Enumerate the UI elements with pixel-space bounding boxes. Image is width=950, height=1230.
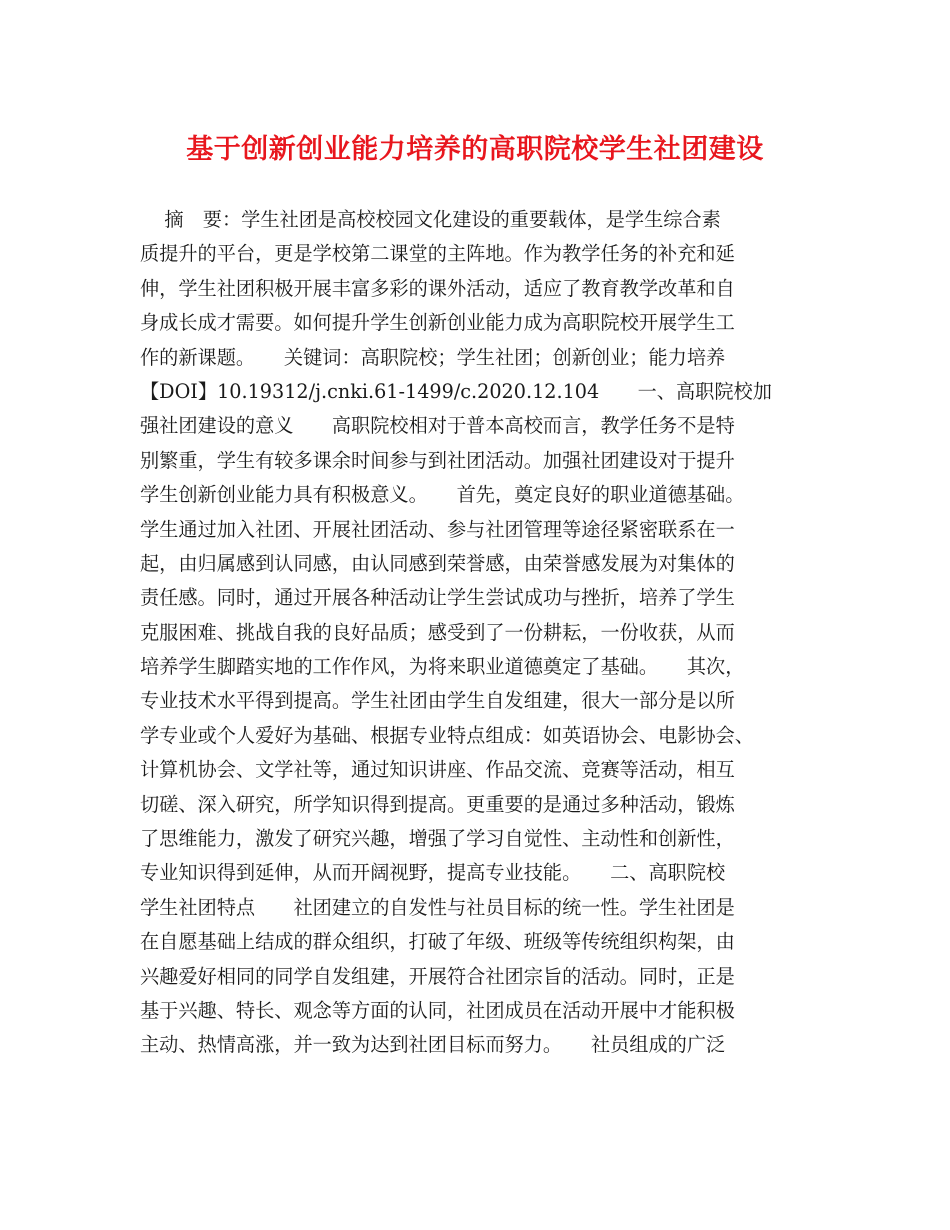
- body-line: 计算机协会、文学社等，通过知识讲座、作品交流、竞赛等活动，相互: [140, 758, 735, 782]
- document-title: 基于创新创业能力培养的高职院校学生社团建设: [186, 134, 764, 165]
- body-line: 专业技术水平得到提高。学生社团由学生自发组建，很大一部分是以所: [140, 689, 735, 713]
- body-line: 学生社团特点 社团建立的自发性与社员目标的统一性。学生社团是: [140, 895, 735, 919]
- body-line: 学专业或个人爱好为基础、根据专业特点组成：如英语协会、电影协会、: [140, 723, 754, 747]
- body-line: 基于兴趣、特长、观念等方面的认同，社团成员在活动开展中才能积极: [140, 998, 735, 1022]
- body-line: 伸，学生社团积极开展丰富多彩的课外活动，适应了教育教学改革和自: [140, 276, 735, 300]
- body-line: 责任感。同时，通过开展各种活动让学生尝试成功与挫折，培养了学生: [140, 586, 735, 610]
- body-line: 摘 要：学生社团是高校校园文化建设的重要载体，是学生综合素: [140, 208, 721, 231]
- body-line: 切磋、深入研究，所学知识得到提高。更重要的是通过多种活动，锻炼: [140, 792, 735, 816]
- body-line: 主动、热情高涨，并一致为达到社团目标而努力。 社员组成的广泛: [140, 1033, 726, 1057]
- body-line: 作的新课题。 关键词：高职院校；学生社团；创新创业；能力培养: [140, 345, 726, 369]
- body-line-doi: 【DOI】10.19312/j.cnki.61-1499/c.2020.12.104 一、高职院校加: [140, 379, 772, 403]
- body-line: 强社团建设的意义 高职院校相对于普本高校而言，教学任务不是特: [140, 414, 735, 438]
- body-line: 质提升的平台，更是学校第二课堂的主阵地。作为教学任务的补充和延: [140, 242, 735, 266]
- body-line: 学生通过加入社团、开展社团活动、参与社团管理等途径紧密联系在一: [140, 517, 735, 541]
- body-line: 了思维能力，激发了研究兴趣，增强了学习自觉性、主动性和创新性，: [140, 827, 735, 851]
- body-line: 起，由归属感到认同感，由认同感到荣誉感，由荣誉感发展为对集体的: [140, 551, 735, 575]
- body-line: 在自愿基础上结成的群众组织，打破了年级、班级等传统组织构架，由: [140, 930, 735, 954]
- body-line: 别繁重，学生有较多课余时间参与到社团活动。加强社团建设对于提升: [140, 448, 735, 472]
- body-line: 培养学生脚踏实地的工作作风，为将来职业道德奠定了基础。 其次，: [140, 655, 745, 679]
- body-line: 身成长成才需要。如何提升学生创新创业能力成为高职院校开展学生工: [140, 311, 735, 335]
- body-line: 克服困难、挑战自我的良好品质；感受到了一份耕耘，一份收获，从而: [140, 620, 735, 644]
- body-line: 学生创新创业能力具有积极意义。 首先，奠定良好的职业道德基础。: [140, 483, 745, 507]
- document-body: [140, 203, 828, 1063]
- body-line: 兴趣爱好相同的同学自发组建，开展符合社团宗旨的活动。同时，正是: [140, 964, 735, 988]
- body-line: 专业知识得到延伸，从而开阔视野，提高专业技能。 二、高职院校: [140, 861, 726, 885]
